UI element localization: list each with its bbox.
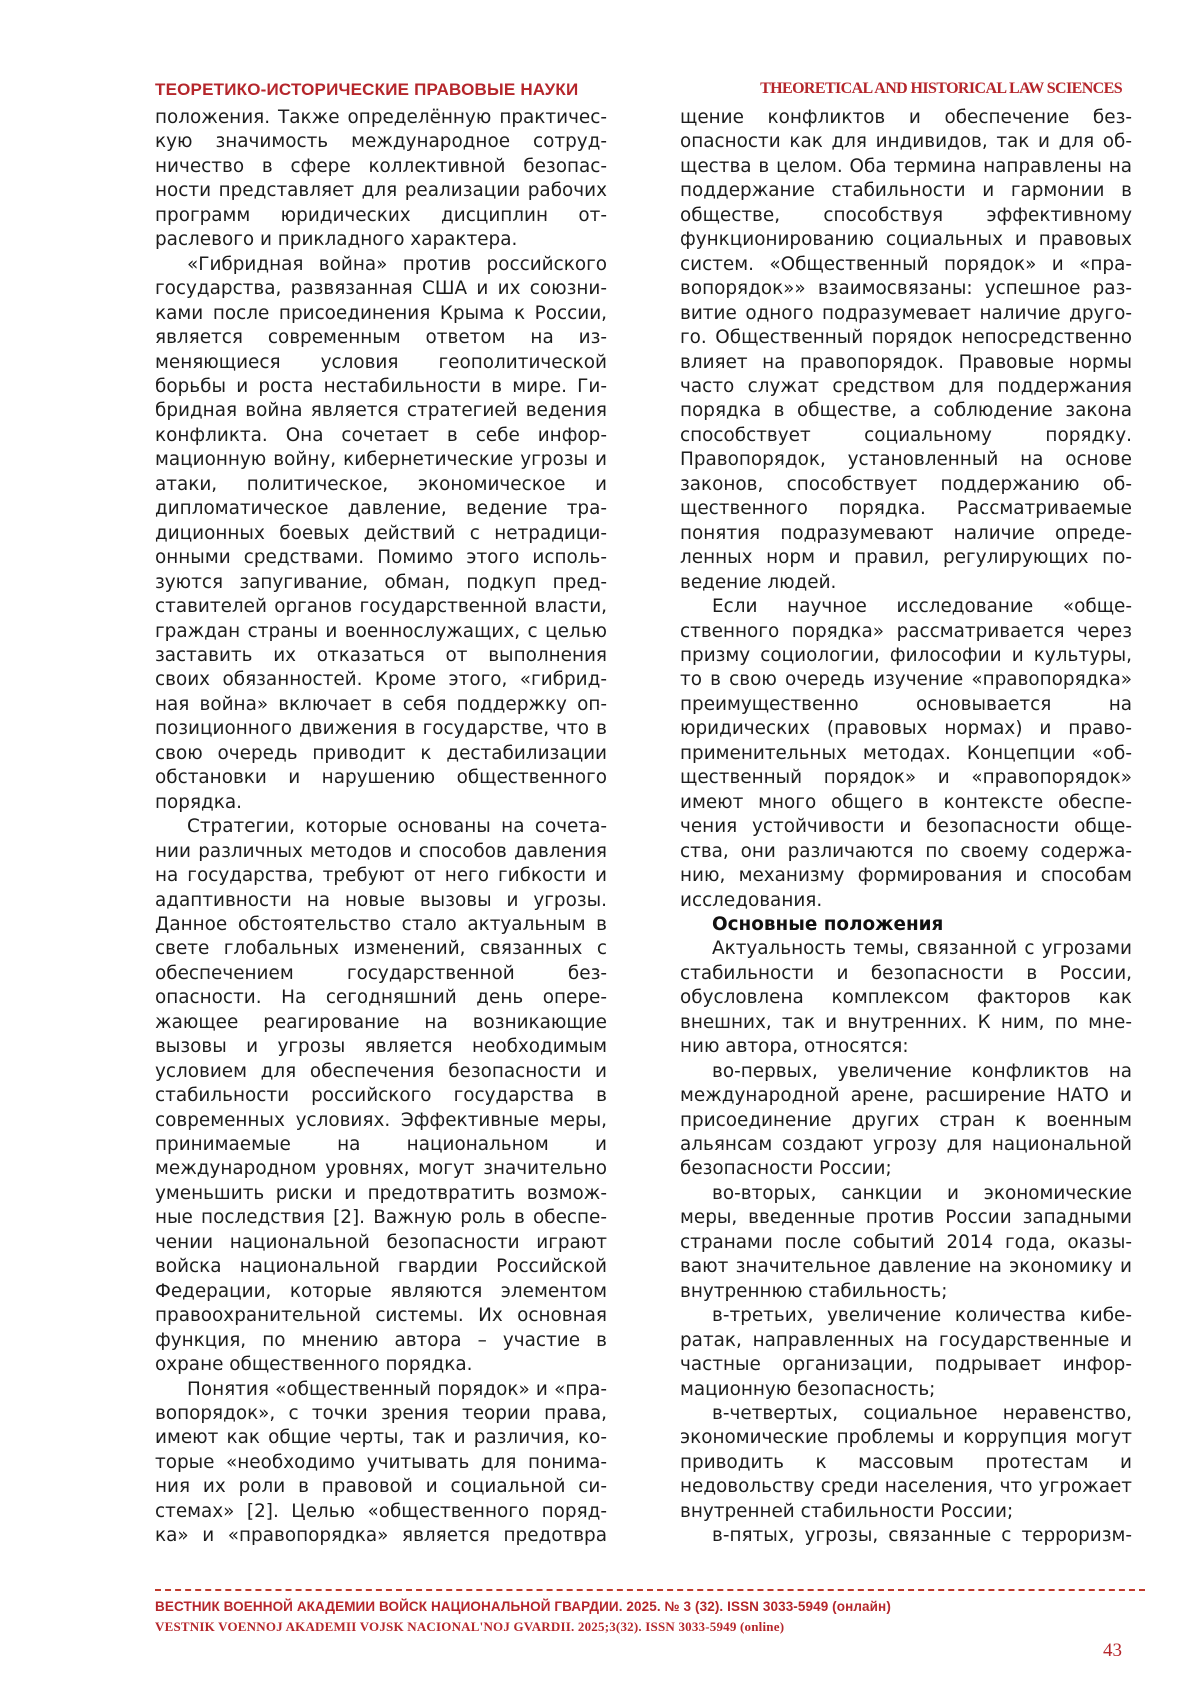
page-number: 43 [1103, 1640, 1122, 1661]
footer-citation-en: VESTNIK VOENNOJ AKADEMII VOJSK NACIONAL'NOJ GVARDII. 2025;3(32). ISSN 3033-5949 (online) [155, 1619, 785, 1634]
list-item: во-первых, увеличение конфликтов на международной арене, расширение НАТО и присоединение других стран к военным альянсам создают угрозу для национальной безопасности России; [680, 1060, 1132, 1180]
footer-divider [155, 1589, 1145, 1591]
paragraph: щение конфликтов и обеспечение безопасности как для индивидов, так и для общества в целом. Оба термина направлены на поддержание стабильности и гармонии в обществе, способствуя эффективному функционированию социальных и правовых систем. «Общественный порядок» и «правопорядок»» взаимосвязаны: успешное развитие одного подразумевает наличие другого. Общественный порядок непосредственно влияет на правопорядок. Правовые нормы часто служат средством для поддержания порядка в обществе, а соблюдение закона способствует социальному порядку. Правопорядок, установленный на основе законов, способствует поддержанию общественного порядка. Рассматриваемые понятия подразумевают наличие определенных норм и правил, регулирующих поведение людей. [680, 107, 1132, 593]
paragraph: положения. Также определённую практическую значимость международное сотрудничество в сфере коллективной безопасности представляет для реализации рабочих программ юридических дисциплин отраслевого и прикладного характера. [155, 107, 607, 251]
list-item: в-пятых, угрозы, связанные с терроризм- [712, 1525, 1132, 1547]
right-column [680, 106, 1132, 1549]
list-item: в-четвертых, социальное неравенство, экономические проблемы и коррупция могут приводить к массовым протестам и недовольству среди населения, что угрожает внутренней стабильности России; [680, 1403, 1132, 1522]
running-header-right: THEORETICAL AND HISTORICAL LAW SCIENCES [760, 80, 1122, 97]
paragraph: Актуальность темы, связанной с угрозами стабильности и безопасности в России, обусловлена комплексом факторов как внешних, так и внутренних. К ним, по мнению автора, относятся: [680, 938, 1132, 1058]
paragraph: Стратегии, которые основаны на сочетании различных методов и способов давления на государства, требуют от него гибкости и адаптивности на новые вызовы и угрозы. Данное обстоятельство стало актуальным в свете глобальных изменений, связанных с обеспечением государственной безопасности. На сегодняшний день опережающее реагирование на возникающие вызовы и угрозы является необходимым условием для обеспечения безопасности и стабильности российского государства в современных условиях. Эффективные меры, принимаемые на национальном и международном уровнях, могут значительно уменьшить риски и предотвратить возможные последствия [2]. Важную роль в обеспечении национальной безопасности играют войска национальной гвардии Российской Федерации, которые являются элементом правоохранительной системы. Их основная функция, по мнению автора – участие в охране общественного порядка. [155, 816, 607, 1376]
paragraph: «Гибридная война» против российского государства, развязанная США и их союзниками после присоединения Крыма к России, является современным ответом на изменяющиеся условия геополитической борьбы и роста нестабильности в мире. Гибридная война является стратегией ведения конфликта. Она сочетает в себе информационную войну, кибернетические угрозы и атаки, политическое, экономическое и дипломатическое давление, ведение традиционных боевых действий с нетрадиционными средствами. Помимо этого используются запугивание, обман, подкуп представителей органов государственной власти, граждан страны и военнослужащих, с целью заставить их отказаться от выполнения своих обязанностей. Кроме этого, «гибридная война» включает в себя поддержку оппозиционного движения в государстве, что в свою очередь приводит к дестабилизации обстановки и нарушению общественного порядка. [155, 253, 607, 813]
paragraph: Если научное исследование «общественного порядка» рассматривается через призму социологии, философии и культуры, то в свою очередь изучение «правопорядка» преимущественно основывается на юридических (правовых нормах) и правоприменительных методах. Концепции «общественный порядок» и «правопорядок» имеют много общего в контексте обеспечения устойчивости и безопасности общества, они различаются по своему содержанию, механизму формирования и способам исследования. [680, 596, 1132, 911]
section-heading: Основные положения [712, 913, 944, 935]
footer-citation-ru: ВЕСТНИК ВОЕННОЙ АКАДЕМИИ ВОЙСК НАЦИОНАЛЬНОЙ ГВАРДИИ. 2025. № 3 (32). ISSN 3033-5949 (онлайн) [155, 1599, 891, 1614]
list-item: во-вторых, санкции и экономические меры, введенные против России западными странами после событий 2014 года, оказывают значительное давление на экономику и внутреннюю стабильность; [680, 1182, 1132, 1302]
running-header-left: ТЕОРЕТИКО-ИСТОРИЧЕСКИЕ ПРАВОВЫЕ НАУКИ [155, 80, 579, 99]
paragraph: Понятия «общественный порядок» и «правопорядок», с точки зрения теории права, имеют как общие черты, так и различия, которые «необходимо учитывать для понимания их роли в правовой и социальной системах» [2]. Целью «общественного порядка» и «правопорядка» является предотвра [155, 1378, 607, 1547]
list-item: в-третьих, увеличение количества кибератак, направленных на государственные и частные организации, подрывает информационную безопасность; [680, 1305, 1132, 1400]
left-column [155, 106, 607, 1549]
